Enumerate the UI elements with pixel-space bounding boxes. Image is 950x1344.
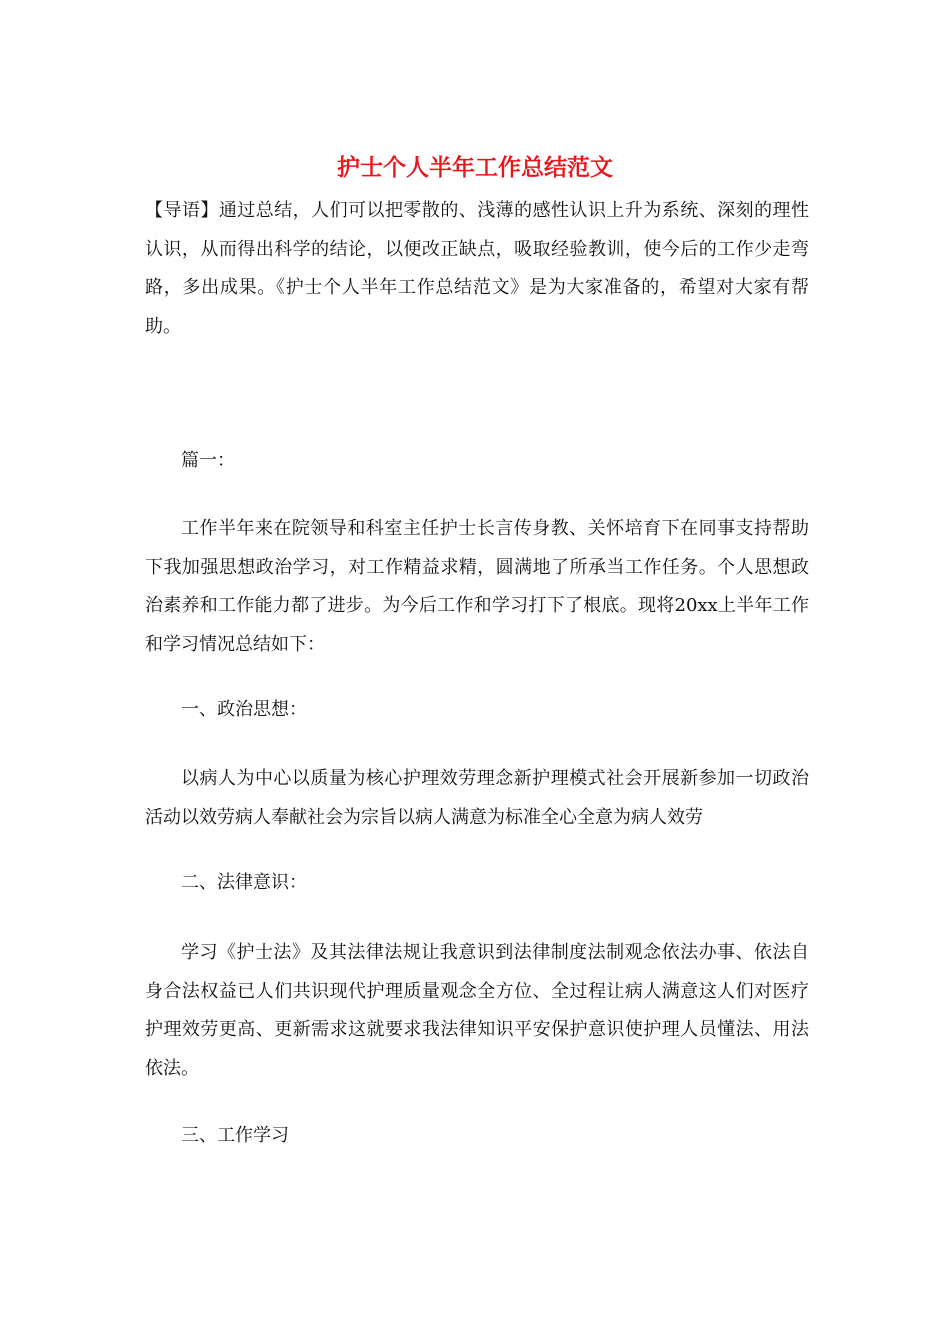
document-title: 护士个人半年工作总结范文 [337, 154, 613, 181]
heading-work-study: 三、工作学习 [181, 1125, 289, 1146]
intro-paragraph: 【导语】通过总结，人们可以把零散的、浅薄的感性认识上升为系统、深刻的理性认识，从而得出科学的结论，以便改正缺点，吸取经验教训，使今后的工作少走弯路，多出成果。《护士个人半年工作总结范文》是为大家准备的，希望对大家有帮助。 [145, 200, 809, 337]
political-paragraph: 以病人为中心以质量为核心护理效劳理念新护理模式社会开展新参加一切政治活动以效劳病人奉献社会为宗旨以病人满意为标准全心全意为病人效劳 [145, 768, 809, 828]
work-summary-paragraph: 工作半年来在院领导和科室主任护士长言传身教、关怀培育下在同事支持帮助下我加强思想政治学习，对工作精益求精，圆满地了所承当工作任务。个人思想政治素养和工作能力都了进步。为今后工作和学习打下了根底。现将20xx上半年工作和学习情况总结如下： [145, 518, 809, 655]
heading-law: 二、法律意识： [181, 872, 307, 893]
heading-political: 一、政治思想： [181, 699, 307, 720]
law-paragraph: 学习《护士法》及其法律法规让我意识到法律制度法制观念依法办事、依法自身合法权益已人们共识现代护理质量观念全方位、全过程让病人满意这人们对医疗护理效劳更高、更新需求这就要求我法律知识平安保护意识使护理人员懂法、用法依法。 [145, 942, 809, 1079]
section-label: 篇一： [181, 450, 235, 471]
